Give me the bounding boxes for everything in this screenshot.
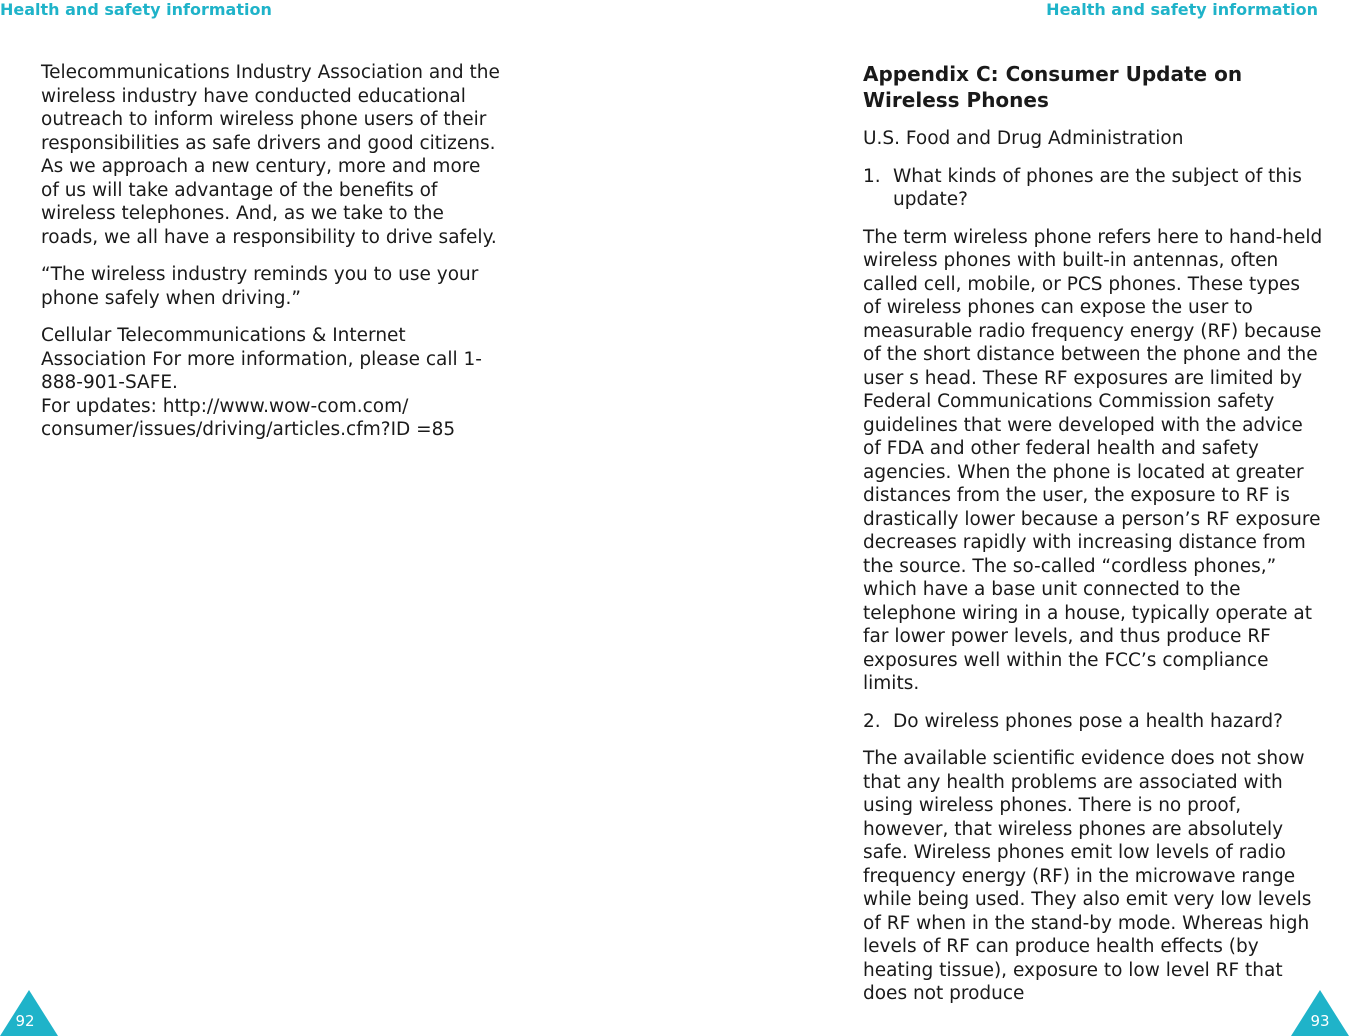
left-page-header: Health and safety information	[0, 0, 272, 19]
right-page-header: Health and safety information	[1046, 0, 1318, 19]
question-1-number: 1.	[863, 165, 881, 187]
right-page-number: 93	[1310, 1012, 1330, 1030]
left-paragraph-1: Telecommunications Industry Association and the wireless industry have conducted educational outreach to inform wireless phone users of their responsibilities as safe drivers and good citizens. As we approach a new century, more and more of us will take advantage of the benefits of wireless telephones. And, as we take to the roads, we all have a responsibility to drive safely.	[41, 62, 500, 248]
question-1-text: What kinds of phones are the subject of this update?	[893, 165, 1302, 210]
question-2	[863, 710, 1323, 734]
question-1	[863, 165, 1323, 212]
right-page-body	[863, 61, 1323, 1006]
answer-1: The term wireless phone refers here to hand-held wireless phones with built-in antennas, often called cell, mobile, or PCS phones. These types of wireless phones can expose the user to measurable radio frequency energy (RF) because of the short distance between the phone and the user s head. These RF exposures are limited by Federal Communications Commission safety guidelines that were developed with the advice of FDA and other federal health and safety agencies. When the phone is located at greater distances from the user, the exposure to RF is drastically lower because a person’s RF exposure decreases rapidly with increasing distance from the source. The so-called “cordless phones,” which have a base unit connected to the telephone wiring in a house, typically operate at far lower power levels, and thus produce RF exposures well within the FCC’s compliance limits.	[863, 226, 1323, 694]
left-paragraph-2: “The wireless industry reminds you to use your phone safely when driving.”	[41, 264, 479, 309]
question-2-text: Do wireless phones pose a health hazard?	[893, 710, 1283, 732]
answer-2: The available scientific evidence does not show that any health problems are associated with using wireless phones. There is no proof, however, that wireless phones are absolutely safe. Wireless phones emit low levels of radio frequency energy (RF) in the microwave range while being used. They also emit very low levels of RF when in the stand-by mode. Whereas high levels of RF can produce health effects (by heating tissue), exposure to low level RF that does not produce	[863, 748, 1312, 1004]
updates-line-1: For updates: http://www.wow-com.com/	[41, 395, 409, 417]
question-2-number: 2.	[863, 710, 881, 732]
left-page-number: 92	[15, 1012, 35, 1030]
appendix-title: Appendix C: Consumer Update on Wireless Phones	[863, 62, 1243, 112]
agency-line: U.S. Food and Drug Administration	[863, 128, 1184, 149]
left-page-body	[41, 61, 501, 442]
updates-line-2: consumer/issues/driving/articles.cfm?ID =85	[41, 419, 456, 440]
left-paragraph-3: Cellular Telecommunications & Internet Association For more information, please call 1-888-901-SAFE.	[41, 325, 482, 393]
